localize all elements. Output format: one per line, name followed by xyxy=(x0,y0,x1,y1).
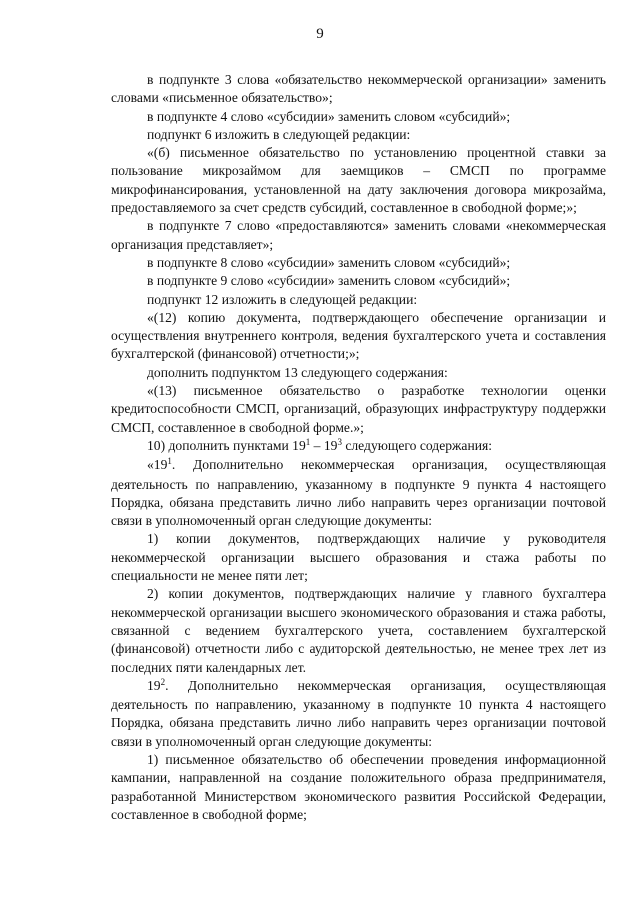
superscript: 1 xyxy=(167,456,172,467)
para19-2-text: . Дополнительно некоммерческая организация, осуществляющая деятельность по направлению, указанному в подпункте 10 пункта 4 настоящего Порядка, обязана представить лично либо направить через организации почтовой связи в уполномоченный орган следующие документы: xyxy=(111,677,606,749)
paragraph: 1) копии документов, подтверждающих наличие у руководителя некоммерческой организации высшего образования и стажа работы по специальности не менее пяти лет; xyxy=(111,531,606,584)
page-number: 9 xyxy=(316,26,324,42)
paragraph: «(б) письменное обязательство по установлению процентной ставки за пользование микрозаймом для заемщиков – СМСП по программе микрофинансирования, установленной на дату заключения договора микрозайма, предоставляемого за счет средств субсидий, составленное в свободной форме;»; xyxy=(111,145,606,216)
para19-1-text: . Дополнительно некоммерческая организация, осуществляющая деятельность по направлению, указанному в подпункте 9 пункта 4 настоящего Порядка, обязана представить лично либо направить через организации почтовой связи в уполномоченный орган следующие документы: xyxy=(111,457,606,529)
paragraph: в подпункте 4 слово «субсидии» заменить словом «субсидий»; xyxy=(147,108,511,124)
superscript: 3 xyxy=(337,436,342,447)
paragraph: в подпункте 3 слова «обязательство некоммерческой организации» заменить словами «письменное обязательство»; xyxy=(111,72,606,106)
paragraph: в подпункте 8 слово «субсидии» заменить словом «субсидий»; xyxy=(147,254,511,270)
paragraph: подпункт 12 изложить в следующей редакции: xyxy=(147,291,418,307)
superscript: 1 xyxy=(305,436,311,447)
superscript: 2 xyxy=(160,676,166,687)
paragraph: 2) копии документов, подтверждающих наличие у главного бухгалтера некоммерческой организации высшего экономического образования и стажа работы, связанной с ведением бухгалтерского учета, составлением бухгалтерской (финансовой) отчетности либо с аудиторской деятельностью, не менее трех лет из последних пяти календарных лет. xyxy=(111,586,606,675)
paragraph: «(13) письменное обязательство о разработке технологии оценки кредитоспособности СМСП, организаций, образующих инфраструктуру поддержки СМСП, составленное в свободной форме.»; xyxy=(111,383,606,435)
paragraph-19-1 xyxy=(111,456,606,530)
paragraph: подпункт 6 изложить в следующей редакции: xyxy=(147,126,411,142)
para10-dash: – 19 xyxy=(310,437,338,453)
paragraph: дополнить подпунктом 13 следующего содержания: xyxy=(147,364,448,380)
document-body xyxy=(111,71,606,824)
paragraph-19-2 xyxy=(111,677,606,751)
paragraph: в подпункте 7 слово «предоставляются» заменить словами «некоммерческая организация представляет»; xyxy=(111,218,606,252)
para10-prefix: 10) дополнить пунктами 19 xyxy=(147,437,306,453)
paragraph: в подпункте 9 слово «субсидии» заменить словом «субсидий»; xyxy=(147,273,511,289)
para19-2-prefix: 19 xyxy=(147,677,161,693)
para10-suffix: следующего содержания: xyxy=(341,437,493,453)
paragraph-item-10 xyxy=(111,437,606,456)
para19-1-prefix: «19 xyxy=(147,457,168,473)
paragraph: 1) письменное обязательство об обеспечении проведения информационной кампании, направленной на создание положительного образа предпринимателя, разработанной Министерством экономического развития Российской Федерации, составленное в свободной форме; xyxy=(111,751,606,822)
paragraph: «(12) копию документа, подтверждающего обеспечение организации и осуществления внутреннего контроля, ведения бухгалтерского учета и составления бухгалтерской (финансовой) отчетности;»; xyxy=(111,309,606,362)
